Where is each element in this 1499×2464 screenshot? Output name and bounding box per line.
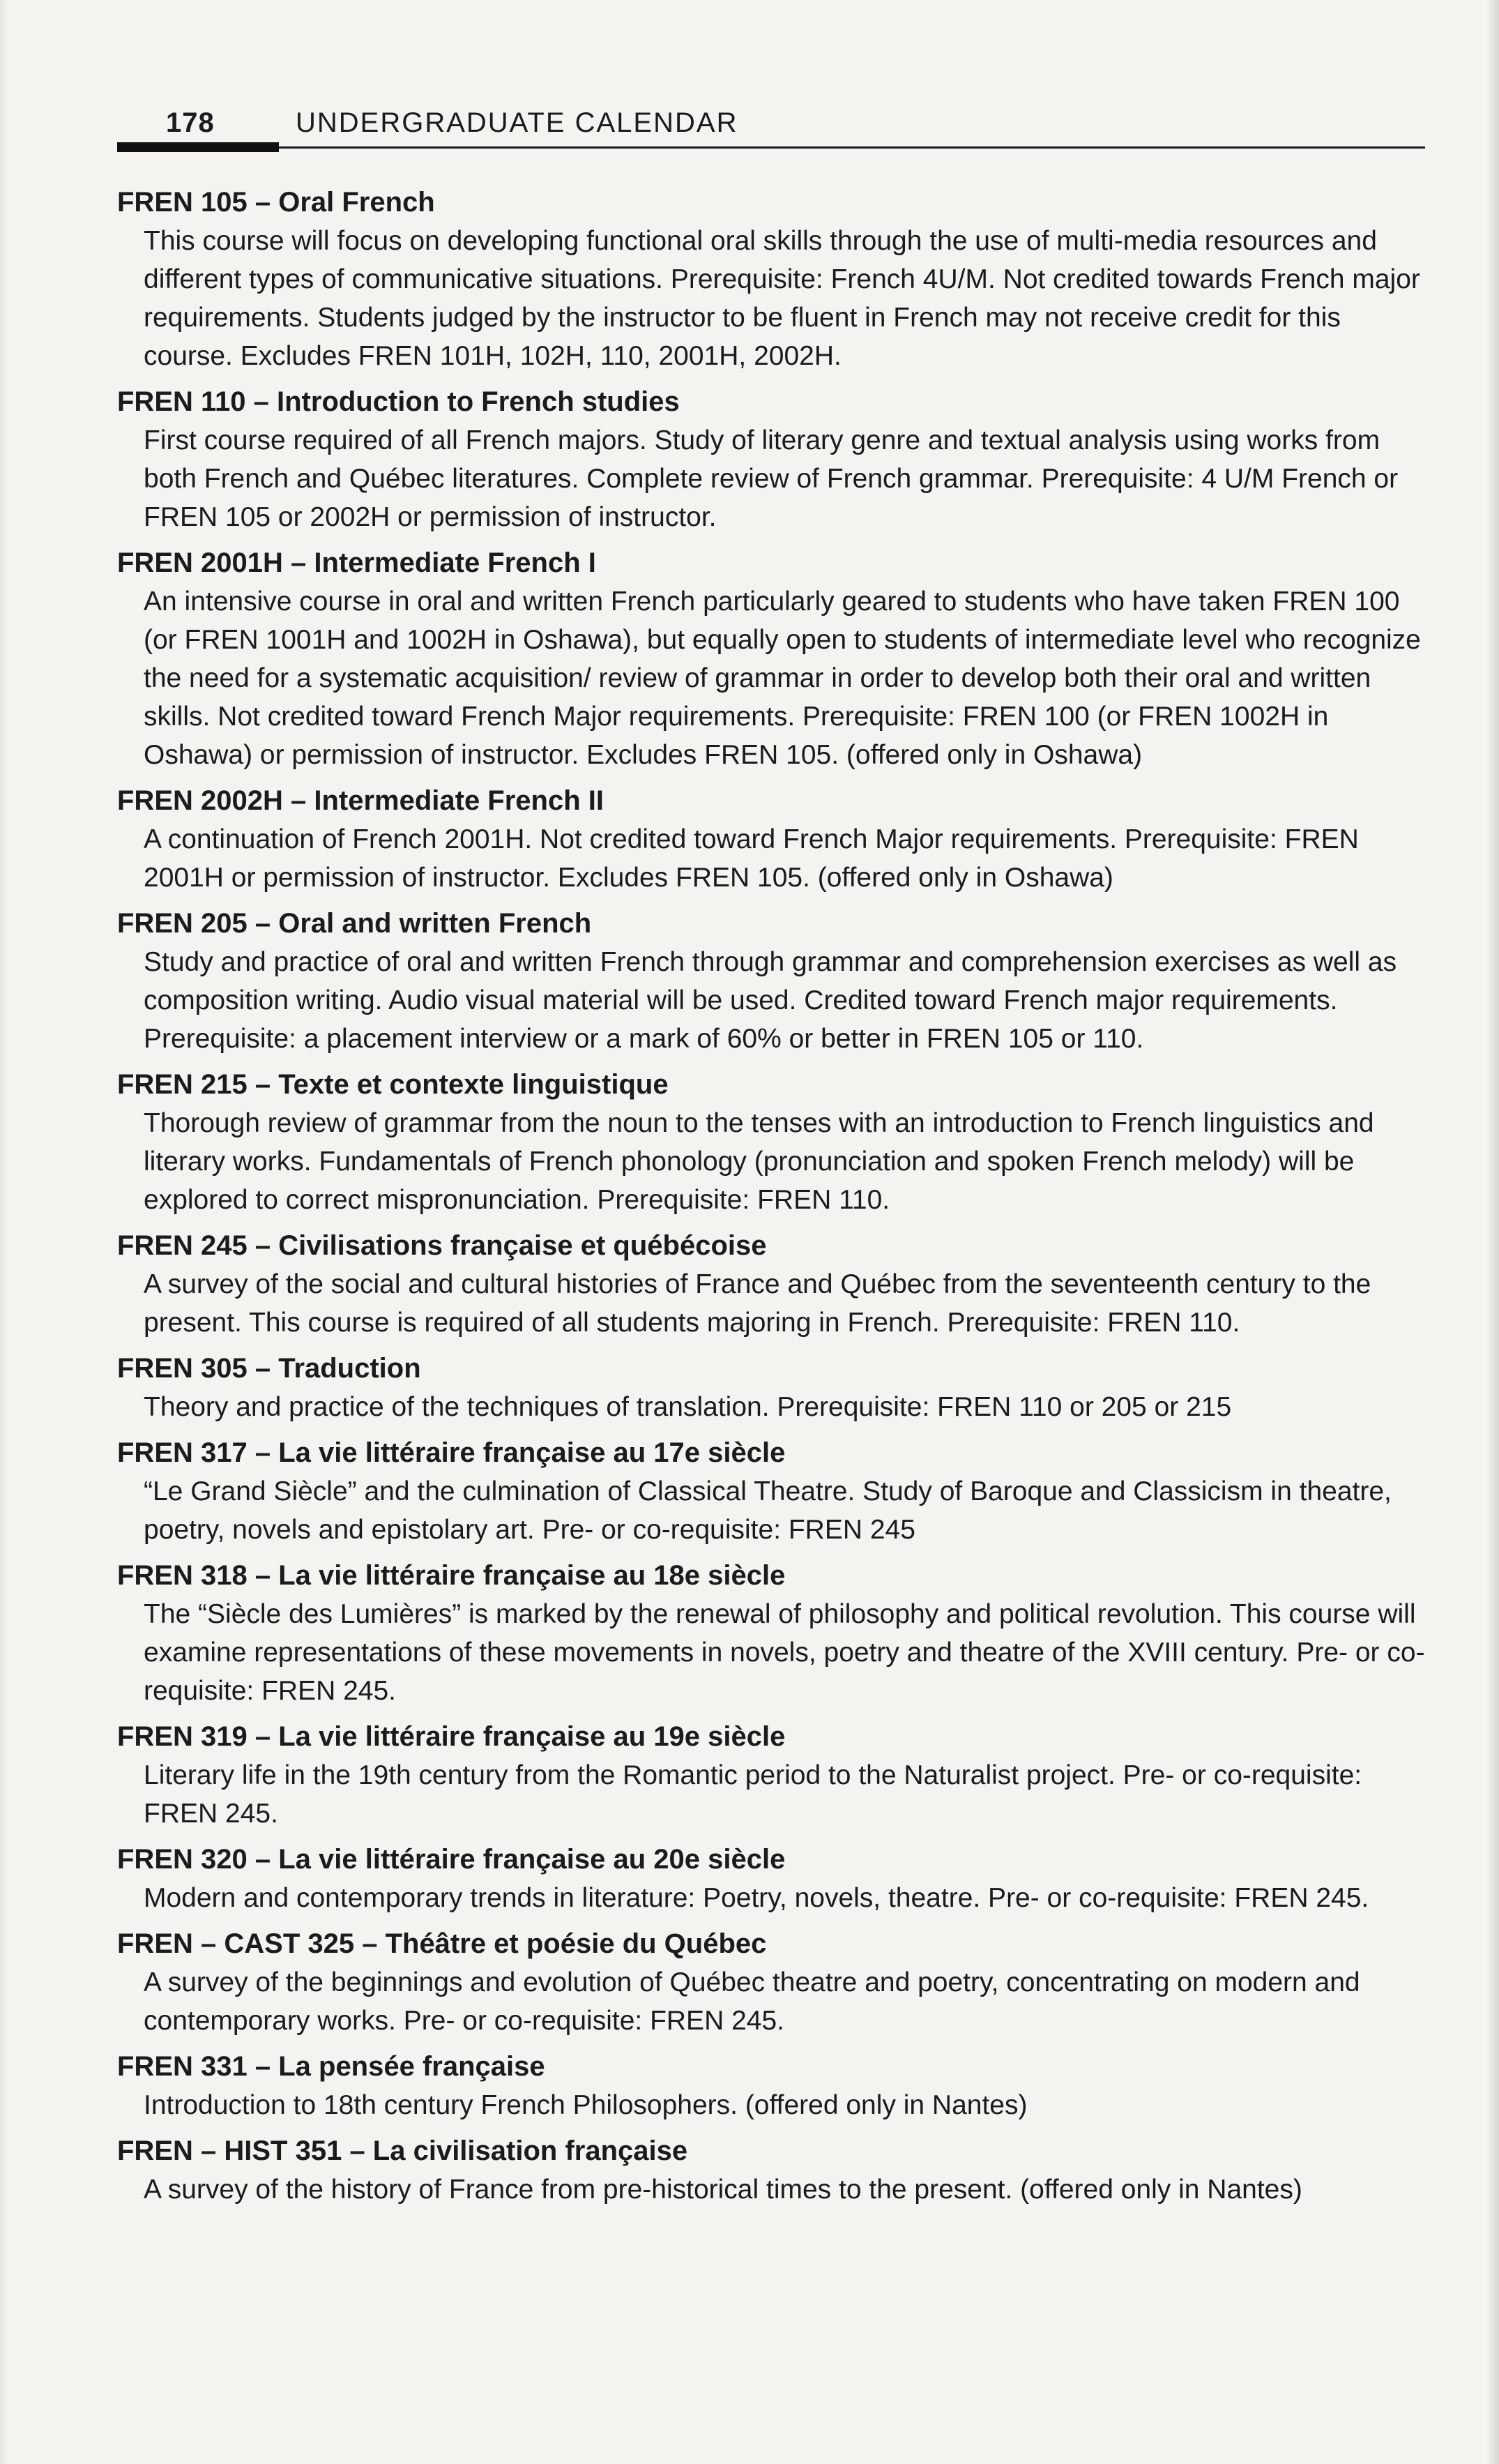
course-description: A continuation of French 2001H. Not credited toward French Major requirements. Prerequisite: FREN 2001H or permission of instructor. Excludes FREN 105. (offered only in Oshawa) — [144, 824, 1359, 893]
course-description: Theory and practice of the techniques of translation. Prerequisite: FREN 110 or 205 or 215 — [144, 1392, 1232, 1422]
course-list — [117, 183, 1425, 2216]
course-title: FREN 305 – Traduction — [117, 1353, 421, 1384]
course-entry — [117, 2047, 1425, 2124]
course-title: FREN 2001H – Intermediate French I — [117, 547, 596, 578]
course-entry — [117, 1065, 1425, 1219]
page-header — [117, 105, 1425, 153]
course-title: FREN 2002H – Intermediate French II — [117, 785, 604, 816]
course-entry — [117, 904, 1425, 1058]
course-title: FREN 205 – Oral and written French — [117, 908, 592, 939]
course-title: FREN – CAST 325 – Théâtre et poésie du Québec — [117, 1928, 767, 1959]
course-entry — [117, 1717, 1425, 1833]
course-title: FREN 319 – La vie littéraire française au 19e siècle — [117, 1721, 786, 1752]
course-entry — [117, 1556, 1425, 1710]
course-description: First course required of all French majors. Study of literary genre and textual analysis using works from both French and Québec literatures. Complete review of French grammar. Prerequisite: 4 U/M French or FREN 105 or 2002H or permission of instructor. — [144, 425, 1399, 532]
course-title: FREN 215 – Texte et contexte linguistique — [117, 1069, 669, 1100]
course-description: A survey of the history of France from pre-historical times to the present. (offered only in Nantes) — [144, 2175, 1302, 2205]
header-bar — [117, 142, 279, 152]
course-description: Introduction to 18th century French Philosophers. (offered only in Nantes) — [144, 2090, 1028, 2120]
course-title: FREN 331 – La pensée française — [117, 2051, 545, 2082]
course-description: Thorough review of grammar from the noun to the tenses with an introduction to French linguistics and literary works. Fundamentals of French phonology (pronunciation and spoken French melody) will be explored to correct mispronunciation. Prerequisite: FREN 110. — [144, 1108, 1374, 1215]
course-entry — [117, 1349, 1425, 1426]
course-description: Literary life in the 19th century from the Romantic period to the Naturalist project. Pre- or co-requisite: FREN 245. — [144, 1760, 1362, 1829]
course-title: FREN 245 – Civilisations française et québécoise — [117, 1230, 767, 1261]
course-title: FREN 110 – Introduction to French studies — [117, 386, 680, 417]
course-description: The “Siècle des Lumières” is marked by the renewal of philosophy and political revolution. This course will examine representations of these movements in novels, poetry and theatre of the XVIII century. Pre- or co-requisite: FREN 245. — [144, 1599, 1425, 1706]
course-title: FREN 318 – La vie littéraire française au 18e siècle — [117, 1560, 786, 1591]
course-entry — [117, 543, 1425, 774]
running-head: UNDERGRADUATE CALENDAR — [296, 107, 738, 138]
course-description: An intensive course in oral and written French particularly geared to students who have taken FREN 100 (or FREN 1001H and 1002H in Oshawa), but equally open to students of intermediate level who recognize the need for a systematic acquisition/ review of grammar in order to develop both their oral and written skills. Not credited toward French Major requirements. Prerequisite: FREN 100 (or FREN 1002H in Oshawa) or permission of instructor. Excludes FREN 105. (offered only in Oshawa) — [144, 587, 1421, 770]
course-entry — [117, 2131, 1425, 2209]
course-entry — [117, 781, 1425, 897]
header-rule — [117, 146, 1425, 149]
course-entry — [117, 1433, 1425, 1549]
course-entry — [117, 382, 1425, 536]
page-number: 178 — [166, 107, 215, 138]
course-title: FREN – HIST 351 – La civilisation française — [117, 2136, 688, 2166]
course-entry — [117, 1924, 1425, 2040]
course-description: A survey of the beginnings and evolution of Québec theatre and poetry, concentrating on modern and contemporary works. Pre- or co-requisite: FREN 245. — [144, 1967, 1360, 2036]
course-entry — [117, 183, 1425, 375]
course-title: FREN 320 – La vie littéraire française au 20e siècle — [117, 1844, 786, 1875]
course-description: A survey of the social and cultural histories of France and Québec from the seventeenth century to the present. This course is required of all students majoring in French. Prerequisite: FREN 110. — [144, 1269, 1371, 1338]
course-entry — [117, 1226, 1425, 1342]
course-description: “Le Grand Siècle” and the culmination of Classical Theatre. Study of Baroque and Classicism in theatre, poetry, novels and epistolary art. Pre- or co-requisite: FREN 245 — [144, 1476, 1392, 1545]
course-description: Study and practice of oral and written French through grammar and comprehension exercises as well as composition writing. Audio visual material will be used. Credited toward French major requirements. Prerequisite: a placement interview or a mark of 60% or better in FREN 105 or 110. — [144, 947, 1397, 1054]
course-description: Modern and contemporary trends in literature: Poetry, novels, theatre. Pre- or co-requisite: FREN 245. — [144, 1883, 1369, 1913]
page-edge-left — [0, 0, 8, 2464]
course-title: FREN 105 – Oral French — [117, 187, 435, 218]
course-description: This course will focus on developing functional oral skills through the use of multi-media resources and different types of communicative situations. Prerequisite: French 4U/M. Not credited towards French major requirements. Students judged by the instructor to be fluent in French may not receive credit for this course. Excludes FREN 101H, 102H, 110, 2001H, 2002H. — [144, 226, 1420, 371]
course-entry — [117, 1840, 1425, 1917]
course-title: FREN 317 – La vie littéraire française au 17e siècle — [117, 1437, 786, 1468]
page-edge-right — [1486, 0, 1499, 2464]
